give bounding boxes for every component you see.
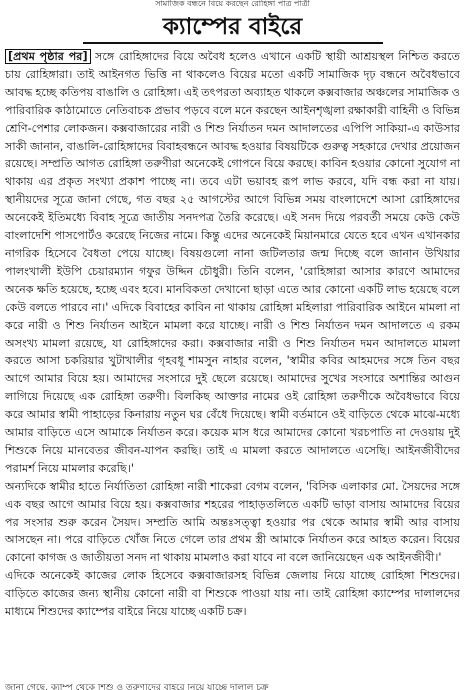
paragraph-1-text: সঙ্গে রোহিঙ্গাদের বিয়ে অবৈধ হলেও এখানে একটি স্থায়ী আশ্রয়স্থল নিশ্চিত করতে চায় রোহিঙ্গারা। তাই আইনগত ভিত্তি না থাকলেও বিয়ের মতো একটি সামাজিক দৃঢ় বন্ধনে অবৈধভাবে আবদ্ধ হচ্ছে কতিপয় বাঙালি ও রোহিঙ্গা। এই তৎপরতা অব্যাহত থাকলে কক্সবাজার অঞ্চলের সামাজিক ও পারিবারিক কাঠামোতে নেতিবাচক প্রভাব পড়বে বলে মনে করছেন আইনশৃঙ্খলা রক্ষাকারী বাহিনী ও বিভিন্ন শ্রেণি-পেশার লোকজন। কক্সবাজারের নারী ও শিশু নির্যাতন দমন আদালতের এপিপি সাকিয়া-এ কাউসার সাকী জানান, বাঙালি-রোহিঙ্গাদের বিবাহবন্ধনে আবদ্ধ হওয়ার বিষয়টিকে গুরুত্ব সহকারে দেখার প্রয়োজন রয়েছে। সম্প্রতি আগত রোহিঙ্গা তরুণীরা অনেকেই গোপনে বিয়ে করছে। কাবিন হওয়ার কোনো সুযোগ না থাকায় এর প্রকৃত সংখ্যা প্রকাশ পাচ্ছে না। তবে এটা ভয়াবহ রূপ লাভ করবে, যদি বন্ধ করা না যায়। স্থানীয়দের সূত্রে জানা গেছে, গত বছর ২৫ আগস্টের আগে বিভিন্ন সময় বাংলাদেশে আসা রোহিঙ্গাদের অনেকেই ইতিমধ্যে বিবাহ সূত্রে জাতীয় সনদপত্র তৈরি করেছে। এই সনদ দিয়ে পরবর্তী সময়ে কেউ কেউ বাংলাদেশি পাসপোর্টও করেছে নিজের নামে। কিন্তু এদের অনেকেই মিয়ানমারে যেতে হবে এখন এখানকার নাগরিক হিসেবে বৈধতা পেয়ে যাচ্ছে। বিষয়গুলো নানা জটিলতার জন্ম দিচ্ছে বলে জানান উখিয়ার পালংখালী ইউপি চেয়ারম্যান গফুর উদ্দিন চৌধুরী। তিনি বলেন, 'রোহিঙ্গারা আসার কারণে আমাদের অনেক ক্ষতি হয়েছে, হচ্ছে এবং হবে। মানবিকতা দেখানো ছাড়া এতে আর কোনো একটি লাভ হয়েছে বলে কেউ বলতে পারবে না।' এদিকে বিবাহের কাবিন না থাকায় রোহিঙ্গা মহিলারা পারিবারিক আইনে মামলা না করে নারী ও শিশু নির্যাতন আইনে মামলা করে যাচ্ছে। নারী ও শিশু নির্যাতন দমন আদালতে এ রকম অসংখ্য মামলা রয়েছে, যা রোহিঙ্গাদের করা। কক্সবাজার নারী ও শিশু নির্যাতন দমন আদালতে মামলা করতে আসা চকরিয়ার খুটাখালীর গৃহবধূ শামসুন নাহার বলেন, 'স্বামীর কবির আহমদের সঙ্গে তিন বছর আগে আমার বিয়ে হয়। আমাদের সংসারে দুই ছেলে রয়েছে। আমাদের সুখের সংসারে অশান্তির আগুন লাগিয়ে দিয়েছে এক রোহিঙ্গা তরুণী। বিলকিছ আক্তার নামের ওই রোহিঙ্গা তরুণীকে অবৈধভাবে বিয়ে করে আমার স্বামী পাহাড়ের কিনারায় নতুন ঘর বেঁধে দিয়েছে। স্বামী বর্তমানে ওই বাড়িতে থেকে মাঝে-মধ্যে আমার বাড়িতে এসে আমাকে নির্যাতন করে। কয়েক মাস ধরে আমাদের কোনো খরচপাতি না দেওয়ায় দুই শিশুকে নিয়ে মানবেতর জীবন-যাপন করছি। তাই এ মামলা করতে আদালতে এসেছি। আইনজীবীদের পরামর্শ নিয়ে মামলার করেছি।': [5, 50, 460, 475]
headline: ক্যাম্পের বাইরে: [83, 12, 383, 44]
cut-off-previous-line: সামাজিক বন্ধনে বিয়ে করছেন রোহিঙ্গা পাত্র পাত্রী: [155, 0, 310, 8]
article-paragraph-2: অন্যদিকে স্বামীর হাতে নির্যাতিতা রোহিঙ্গা নারী শাকেরা বেগম বলেন, 'বিসিক এলাকার মো. সৈয়দের সঙ্গে এক বছর আগে আমার বিয়ে হয়। কক্সবাজার শহরের পাহাড়তলিতে একটি ভাড়া বাসায় আমাদের বিয়ের পর সংসার শুরু করেন সৈয়দ। সম্প্রতি আমি অন্তঃসত্ত্বা হওয়ার পর থেকে আমার স্বামী আর বাসায় আসছেন না। পরে বাড়িতে খোঁজ নিতে গেলে তার প্রথম স্ত্রী আমাকে নির্যাতন করে আহত করেন। বিয়ের কোনো কাগজ ও জাতীয়তা সনদ না থাকায় মামলাও করা যাবে না বলে জানিয়েছেন এক আইনজীবী।': [5, 479, 460, 565]
continued-from-front-page-label: [প্রথম পৃষ্ঠার পর]: [5, 49, 91, 64]
cut-off-next-line: জানা গেছে, ক্যাম্প থেকে শিশু ও তরুণীদের বাইরে নিয়ে যাচ্ছে দালাল চক্র: [5, 684, 269, 690]
article-paragraph-1: [5, 48, 460, 478]
article-body: [5, 48, 460, 621]
article-paragraph-3: এদিকে অনেকেই কাজের লোক হিসেবে কক্সবাজারসহ বিভিন্ন জেলায় নিয়ে যাচ্ছে রোহিঙ্গা শিশুদের। বাড়িতে কাজের জন্য স্থানীয় কোনো নারী বা শিশুকে পাওয়া যায় না। তাই রোহিঙ্গা ক্যাম্পের দালালদের মাধ্যমে শিশুদের ক্যাম্পের বাইরে নিয়ে যাচ্ছে একটি চক্র।: [5, 569, 460, 619]
